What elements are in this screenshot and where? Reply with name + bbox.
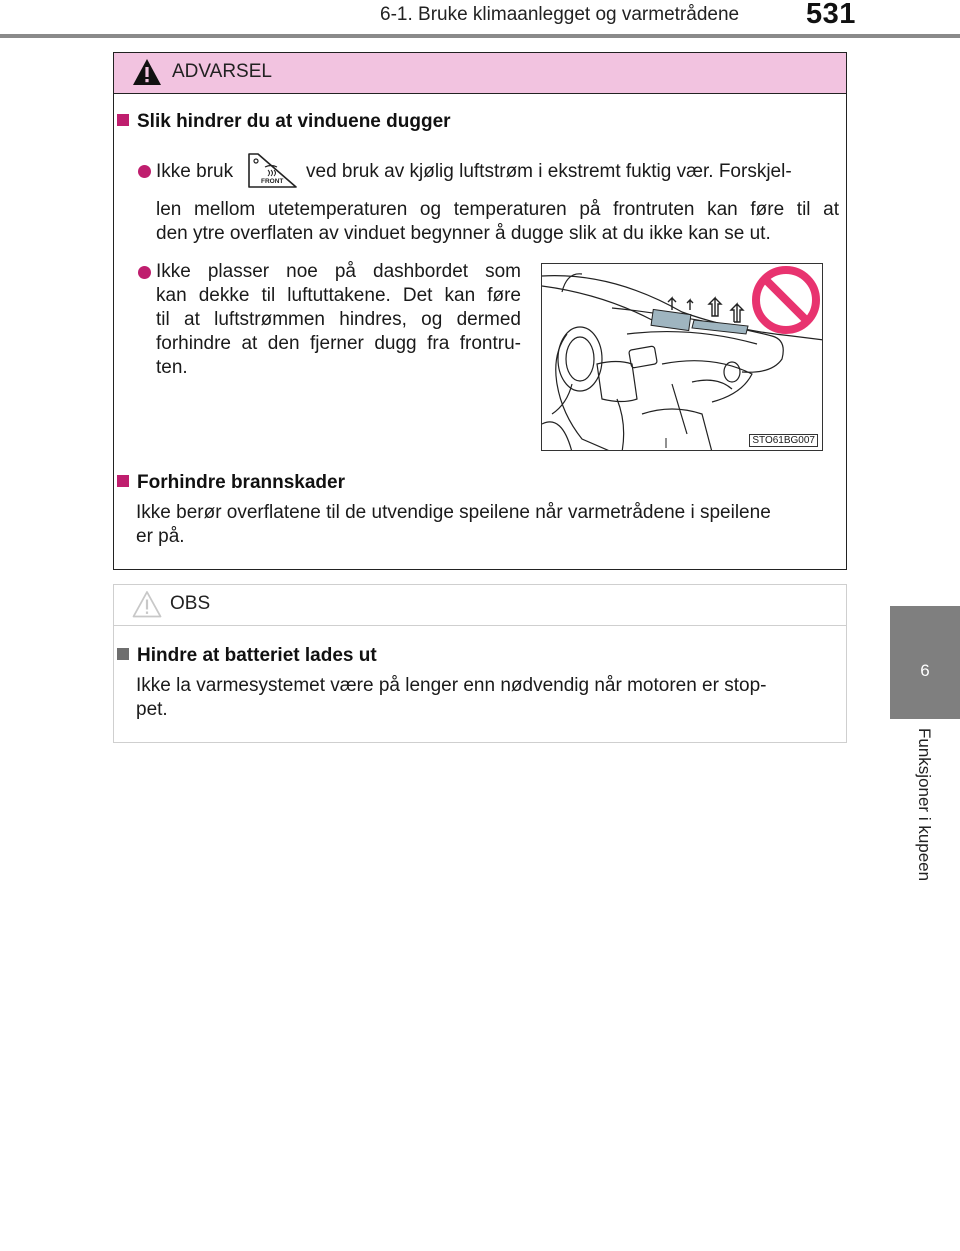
section-square-icon	[117, 648, 129, 660]
warning-label: ADVARSEL	[172, 61, 272, 82]
chapter-number: 6	[920, 661, 930, 680]
section-heading-burns	[117, 472, 345, 494]
obs-header	[114, 585, 846, 626]
prohibition-icon	[756, 270, 816, 330]
battery-line1: Ikke la varmesystemet være på lenger enn nødvendig når motoren er stop-	[136, 675, 767, 696]
fog-bullet2-line1: Ikke plasser noe på dashbordet som	[156, 261, 521, 282]
header-rule	[0, 34, 960, 38]
figure-code: STO61BG007	[749, 434, 818, 447]
chapter-caption	[911, 728, 937, 908]
fog-bullet1-line3: den ytre overflaten av vinduet begynner å dugge slik at du ikke kan se ut.	[156, 223, 771, 244]
section-heading-battery	[117, 645, 377, 667]
fog-bullet1-line1-start: Ikke bruk	[156, 161, 234, 182]
section-heading-battery-text: Hindre at batteriet lades ut	[137, 645, 377, 666]
fog-bullet2-line2: kan dekke til luftuttakene. Det kan føre	[156, 285, 521, 306]
dashboard-illustration	[541, 263, 823, 451]
section-heading-burns-text: Forhindre brannskader	[137, 472, 345, 493]
section-square-icon	[117, 114, 129, 126]
section-square-icon	[117, 475, 129, 487]
dashboard-drawing	[542, 264, 823, 451]
burns-line2: er på.	[136, 526, 185, 547]
warning-triangle-icon	[132, 58, 162, 86]
chapter-tab	[890, 606, 960, 719]
fog-bullet1-line1-end: ved bruk av kjølig luftstrøm i ekstremt fuktig vær. Forskjel-	[306, 161, 792, 182]
page-number: 531	[806, 0, 856, 30]
front-defroster-button-text: FRONT	[261, 178, 284, 185]
section-heading-fog-text: Slik hindrer du at vinduene dugger	[137, 111, 451, 132]
fog-bullet1-line2: len mellom utetemperaturen og temperaturen på frontruten kan føre til at	[156, 199, 839, 220]
fog-bullet2-line5: ten.	[156, 357, 188, 378]
chapter-title: Funksjoner i kupeen	[915, 728, 934, 882]
front-defroster-button-icon	[246, 152, 298, 190]
warning-header	[114, 53, 846, 94]
bullet-dot-icon	[138, 165, 151, 178]
header-section-title: 6-1. Bruke klimaanlegget og varmetrådene	[380, 4, 740, 25]
section-heading-fog	[117, 111, 451, 133]
burns-line1: Ikke berør overflatene til de utvendige speilene når varmetrådene i speilene	[136, 502, 771, 523]
fog-bullet2-line4: forhindre at den fjerner dugg fra frontru-	[156, 333, 521, 354]
battery-line2: pet.	[136, 699, 168, 720]
caution-triangle-icon	[132, 590, 162, 618]
fog-bullet2-line3: til at luftstrømmen hindres, og dermed	[156, 309, 521, 330]
bullet-dot-icon	[138, 266, 151, 279]
obs-label: OBS	[170, 593, 211, 614]
